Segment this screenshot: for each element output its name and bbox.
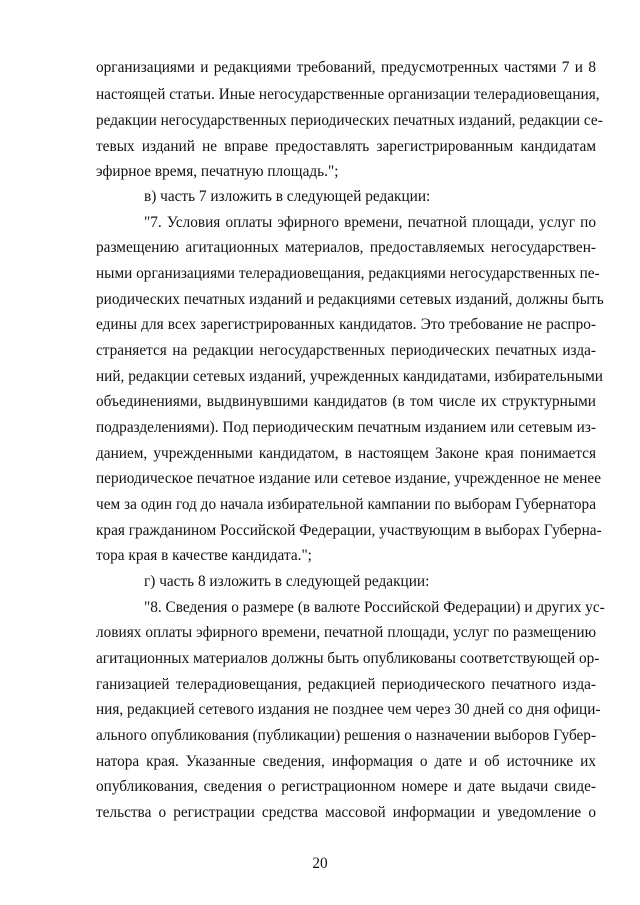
text-line-13: ний, редакции сетевых изданий, учрежденных кандидатами, избирательными [96,368,603,385]
text-line-29: опубликования, сведения о регистрационном номере и дате выдачи свиде- [96,778,596,795]
text-line-12: страняется на редакции негосударственных периодических печатных изда- [96,342,596,359]
text-line-23: ловиях оплаты эфирного времени, печатной площади, услуг по размещению [96,624,596,641]
text-line-19: края гражданином Российской Федерации, участвующим в выборах Губерна- [96,522,602,539]
text-line-25: ганизацией телерадиовещания, редакцией периодического печатного изда- [96,676,596,693]
text-line-17: периодическое печатное издание или сетевое издание, учрежденное не менее [96,470,602,487]
text-line-4: тевых изданий не вправе предоставлять зарегистрированным кандидатам [96,138,596,155]
text-line-3: редакции негосударственных периодических печатных изданий, редакции се- [96,112,603,129]
text-line-20: тора края в качестве кандидата."; [96,547,312,564]
text-line-21: г) часть 8 изложить в следующей редакции: [144,573,430,590]
text-line-14: объединениями, выдвинувшими кандидатов (в том числе их структурными [96,393,596,410]
text-line-27: ального опубликования (публикации) решения о назначении выборов Губер- [96,727,597,744]
page-number: 20 [312,855,328,872]
text-line-28: натора края. Указанные сведения, информация о дате и об источнике их [96,753,596,770]
text-line-1: организациями и редакциями требований, предусмотренных частями 7 и 8 [96,59,596,76]
text-line-18: чем за один год до начала избирательной кампании по выборам Губернатора [96,496,596,513]
text-line-10: риодических печатных изданий и редакциями сетевых изданий, должны быть [96,291,604,308]
text-line-30: тельства о регистрации средства массовой информации и уведомление о [96,804,596,821]
text-line-15: подразделениями). Под периодическим печатным изданием или сетевым из- [96,419,596,436]
text-line-11: едины для всех зарегистрированных кандидатов. Это требование не распро- [96,316,596,333]
text-line-9: ными организациями телерадиовещания, редакциями негосударственных пе- [96,265,600,282]
text-line-2: настоящей статьи. Иные негосударственные организации телерадиовещания, [96,86,600,103]
text-line-6: в) часть 7 изложить в следующей редакции: [144,188,431,205]
text-line-7: "7. Условия оплаты эфирного времени, печатной площади, услуг по [144,214,596,231]
text-line-26: ния, редакцией сетевого издания не позднее чем через 30 дней со дня офици- [96,701,601,718]
text-line-5: эфирное время, печатную площадь."; [96,163,339,180]
text-line-22: "8. Сведения о размере (в валюте Российской Федерации) и других ус- [144,599,605,616]
text-line-16: данием, учрежденными кандидатом, в настоящем Законе края понимается [96,445,596,462]
text-line-24: агитационных материалов должны быть опубликованы соответствующей ор- [96,650,600,667]
text-line-8: размещению агитационных материалов, предоставляемых негосударствен- [96,239,596,256]
